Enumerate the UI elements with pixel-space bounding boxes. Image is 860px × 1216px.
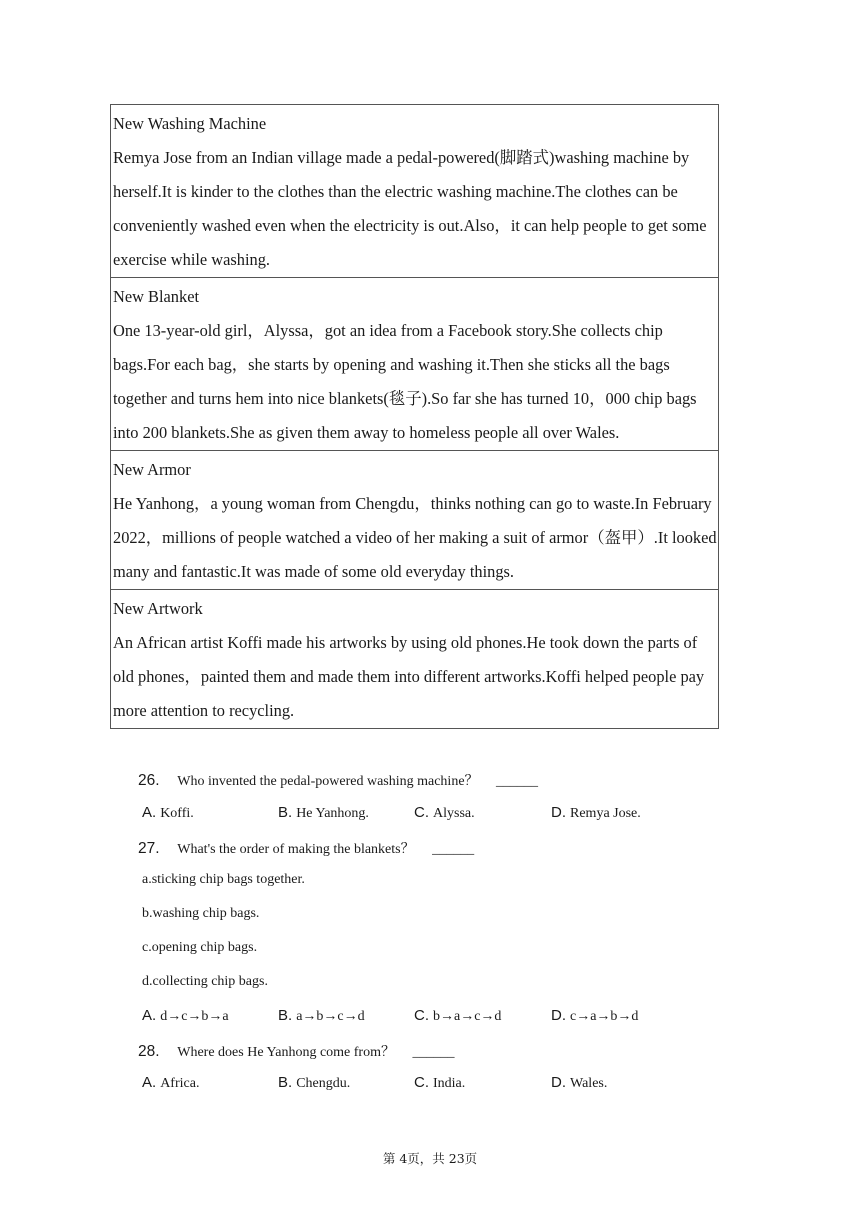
- table-row: [111, 589, 718, 728]
- option-d[interactable]: D. c→a→b→d: [551, 1007, 639, 1024]
- answer-blank: ______: [412, 1045, 455, 1060]
- step-line: a.sticking chip bags together.: [142, 872, 305, 887]
- row-body: One 13-year-old girl，Alyssa，got an idea from a Facebook story.She collects chip bags.For each bag，she starts by opening and washing it.Then she sticks all the bags together and turns hem into nice blankets(毯子).So far she has turned 10，000 chip bags into 200 blankets.She as given them away to homeless people all over Wales.: [113, 321, 697, 442]
- table-row: [111, 277, 718, 450]
- row-title: New Blanket: [113, 287, 200, 306]
- row-title: New Washing Machine: [113, 114, 267, 133]
- question-27: [138, 838, 474, 858]
- question-26: [138, 770, 538, 790]
- row-body: An African artist Koffi made his artworks by using old phones.He took down the parts of old phones，painted them and made them into different artworks.Koffi helped people pay more attention to recycling.: [113, 633, 705, 720]
- table-row: [111, 450, 718, 589]
- option-a[interactable]: A. Koffi.: [142, 804, 194, 821]
- step-line: c.opening chip bags.: [142, 940, 258, 955]
- row-body: Remya Jose from an Indian village made a pedal-powered(脚踏式)washing machine by herself.It is kinder to the clothes than the electric washing machine.The clothes can be conveniently washed even when the electricity is out.Also，it can help people to get some exercise while washing.: [113, 148, 707, 269]
- passage-table: [110, 104, 719, 729]
- question-text: Who invented the pedal-powered washing machine？: [177, 774, 479, 789]
- question-number: 28.: [138, 1043, 160, 1060]
- row-title: New Artwork: [113, 599, 203, 618]
- answer-blank: ______: [432, 842, 475, 857]
- option-a[interactable]: A. Africa.: [142, 1074, 200, 1091]
- question-text: What's the order of making the blankets？: [177, 842, 415, 857]
- question-number: 27.: [138, 840, 160, 857]
- option-b[interactable]: B. He Yanhong.: [278, 804, 369, 821]
- table-row: [111, 105, 718, 277]
- step-line: b.washing chip bags.: [142, 906, 260, 921]
- option-b[interactable]: B. Chengdu.: [278, 1074, 351, 1091]
- answer-blank: ______: [496, 774, 539, 789]
- option-b[interactable]: B. a→b→c→d: [278, 1007, 365, 1024]
- page-footer: 第 4页，共 23页: [382, 1151, 478, 1166]
- row-body: He Yanhong，a young woman from Chengdu，thinks nothing can go to waste.In February 2022，millions of people watched a video of her making a suit of armor（盔甲）.It looked many and fantastic.It was made of some old everyday things.: [113, 494, 717, 581]
- option-a[interactable]: A. d→c→b→a: [142, 1007, 229, 1024]
- question-28: [138, 1041, 454, 1061]
- option-c[interactable]: C. Alyssa.: [414, 804, 475, 821]
- question-number: 26.: [138, 772, 160, 789]
- step-line: d.collecting chip bags.: [142, 974, 268, 989]
- option-c[interactable]: C. India.: [414, 1074, 466, 1091]
- row-title: New Armor: [113, 460, 191, 479]
- option-d[interactable]: D. Remya Jose.: [551, 804, 641, 821]
- question-text: Where does He Yanhong come from？: [177, 1045, 395, 1060]
- option-c[interactable]: C. b→a→c→d: [414, 1007, 502, 1024]
- option-d[interactable]: D. Wales.: [551, 1074, 608, 1091]
